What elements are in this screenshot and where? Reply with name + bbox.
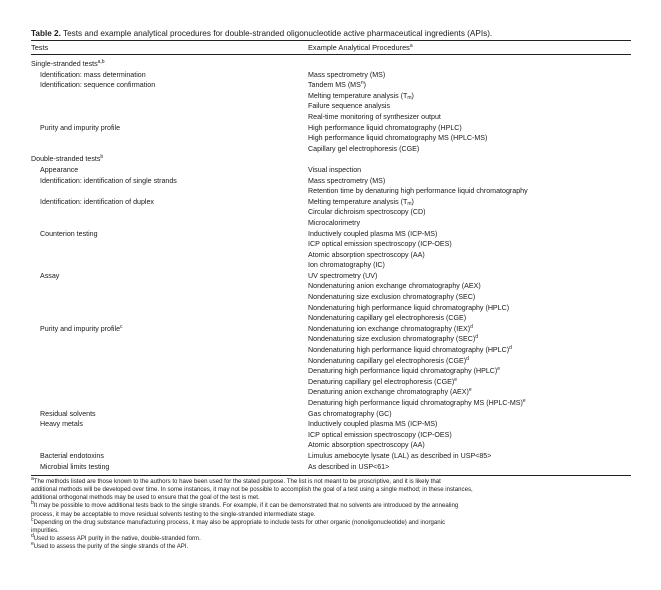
table-row: [31, 440, 631, 451]
header-tests: Tests: [31, 43, 49, 52]
table-row: [31, 334, 631, 345]
table-row: [31, 144, 631, 155]
procedure-footnote-mark: d: [509, 345, 512, 352]
procedure-cell: [308, 377, 457, 388]
table-row: [31, 260, 631, 271]
procedure-cell: [308, 101, 390, 112]
test-name: Single-stranded tests: [31, 60, 98, 68]
procedure-text: Melting temperature analysis (T: [308, 197, 408, 206]
footnote-text: process, it may be acceptable to move residual solvents testing to the single-stranded intermediate stage.: [31, 510, 316, 518]
procedure-text: Ion chromatography (IC): [308, 261, 385, 270]
table-row: [31, 366, 631, 377]
header-procedures-note: a: [409, 43, 413, 49]
table-row: [31, 186, 631, 197]
footnote-mark: a: [31, 476, 34, 483]
procedure-footnote-mark: d: [470, 323, 473, 330]
procedure-footnote-mark: e: [468, 387, 472, 394]
table-caption: [31, 28, 631, 40]
procedure-text: Denaturing anion exchange chromatography (AEX): [308, 388, 469, 397]
procedure-footnote-mark: d: [466, 355, 469, 362]
table-row: [31, 324, 631, 335]
procedure-text: Inductively coupled plasma MS (ICP-MS): [308, 229, 438, 238]
procedure-cell: [308, 250, 425, 261]
footnote-text: Used to assess API purity in the native, double-stranded form.: [33, 534, 201, 542]
procedure-cell: [308, 229, 437, 240]
procedure-cell: [308, 440, 425, 451]
procedure-text: Atomic absorption spectroscopy (AA): [308, 250, 425, 259]
procedure-text: Capillary gel electrophoresis (CGE): [308, 144, 420, 153]
footnote-line: [31, 527, 631, 535]
table-row: [31, 70, 631, 81]
test-cell: [40, 80, 315, 91]
procedure-text-end: ): [411, 197, 414, 206]
procedure-cell: [308, 387, 472, 398]
procedure-text: Inductively coupled plasma MS (ICP-MS): [308, 420, 438, 429]
footnote-line: [31, 540, 631, 551]
procedure-cell: [308, 430, 452, 441]
test-name: Residual solvents: [40, 409, 96, 418]
procedure-footnote-mark: n: [360, 80, 364, 87]
procedure-cell: [308, 451, 491, 462]
section-row: [31, 154, 631, 165]
procedure-text: Mass spectrometry (MS): [308, 176, 386, 185]
procedure-text: Denaturing capillary gel electrophoresis (CGE): [308, 377, 455, 386]
test-name: Counterion testing: [40, 229, 98, 238]
procedure-cell: [308, 186, 528, 197]
procedure-cell: [308, 197, 414, 208]
procedure-text: Atomic absorption spectroscopy (AA): [308, 441, 425, 450]
procedure-text-end: ): [363, 81, 366, 90]
procedure-subscript: m: [407, 200, 412, 207]
table-document: [31, 28, 631, 551]
procedure-text: Limulus amebocyte lysate (LAL) as described in USP<85>: [308, 451, 492, 460]
test-cell: [40, 123, 315, 134]
procedure-cell: [308, 165, 361, 176]
procedure-text: Nondenaturing anion exchange chromatography (AEX): [308, 282, 481, 291]
test-name: Identification: sequence confirmation: [40, 81, 156, 90]
procedure-text: Gas chromatography (GC): [308, 409, 392, 418]
procedure-text: Nondenaturing capillary gel electrophoresis (CGE): [308, 356, 467, 365]
procedure-text: As described in USP<61>: [308, 462, 390, 471]
procedure-cell: [308, 324, 473, 335]
procedure-text: Nondenaturing size exclusion chromatography (SEC): [308, 293, 476, 302]
table-row: [31, 207, 631, 218]
procedure-text: Nondenaturing ion exchange chromatography (IEX): [308, 324, 471, 333]
test-cell: [40, 229, 315, 240]
test-cell: [40, 197, 315, 208]
table-row: [31, 356, 631, 367]
footnote-line: [31, 486, 631, 494]
test-name: Double-stranded tests: [31, 155, 101, 164]
test-name: Identification: identification of duplex: [40, 197, 154, 206]
footnote-text: Used to assess the purity of the single strands of the API.: [33, 542, 189, 550]
test-cell: [40, 176, 315, 187]
procedure-text: Nondenaturing high performance liquid chromatography (HPLC): [308, 303, 510, 312]
procedure-text: ICP optical emission spectroscopy (ICP-OES): [308, 240, 452, 249]
table-row: [31, 451, 631, 462]
table-row: [31, 398, 631, 409]
footnote-line: [31, 532, 631, 543]
procedure-text: Microcalorimetry: [308, 218, 361, 227]
footnote-text: impurities.: [31, 526, 59, 534]
procedure-cell: [308, 366, 500, 377]
table-row: [31, 462, 631, 473]
procedure-text: Denaturing high performance liquid chromatography MS (HPLC-MS): [308, 399, 523, 407]
table-row: [31, 387, 631, 398]
footnote-mark: e: [31, 540, 34, 547]
procedure-text: High performance liquid chromatography (HPLC): [308, 123, 462, 132]
procedure-text: ICP optical emission spectroscopy (ICP-OES): [308, 430, 452, 439]
test-cell: [40, 451, 315, 462]
test-name: Assay: [40, 271, 60, 280]
procedure-text: High performance liquid chromatography MS (HPLC-MS): [308, 134, 488, 143]
procedure-footnote-mark: e: [522, 398, 526, 404]
footnote-line: [31, 478, 631, 486]
table-row: [31, 80, 631, 91]
table-row: [31, 377, 631, 388]
table-row: [31, 281, 631, 292]
procedure-cell: [308, 91, 414, 102]
top-rule: [31, 40, 631, 41]
test-cell: [40, 271, 315, 282]
footnote-text: The methods listed are those known to the authors to have been used for the stated purpose. The list is not meant to be proscriptive, and it is likely that: [33, 478, 441, 486]
procedure-cell: [308, 398, 526, 409]
test-footnote-mark: c: [120, 323, 123, 330]
bottom-rule: [31, 475, 631, 476]
procedure-cell: [308, 345, 512, 356]
procedure-cell: [308, 80, 366, 91]
test-name: Identification: mass determination: [40, 70, 146, 79]
table-row: [31, 409, 631, 420]
footnote-text: It may be possible to move additional tests back to the single strands. For example, if it can be demonstrated that no solvents are introduced by the annealing: [33, 502, 459, 510]
procedure-cell: [308, 419, 437, 430]
table-label: Table 2.: [31, 29, 61, 38]
footnote-mark: b: [31, 500, 34, 507]
table-row: [31, 345, 631, 356]
test-name: Microbial limits testing: [40, 462, 110, 471]
test-cell: [40, 462, 315, 473]
test-cell: [40, 419, 315, 430]
procedure-cell: [308, 133, 487, 144]
table-row: [31, 303, 631, 314]
procedure-text: Nondenaturing capillary gel electrophoresis (CGE): [308, 314, 467, 323]
procedure-text: Failure sequence analysis: [308, 102, 391, 111]
table-row: [31, 271, 631, 282]
table-footnotes: [31, 478, 631, 551]
table-row: [31, 197, 631, 208]
procedure-cell: [308, 334, 478, 345]
test-cell: [40, 165, 315, 176]
test-footnote-mark: a,b: [97, 59, 105, 65]
table-row: [31, 239, 631, 250]
procedure-cell: [308, 260, 385, 271]
procedure-text: Tandem MS (MS: [308, 81, 361, 90]
test-cell: [40, 324, 315, 335]
table-row: [31, 123, 631, 134]
test-name: Appearance: [40, 165, 79, 174]
table-header: [31, 42, 631, 54]
procedure-text: Visual inspection: [308, 165, 362, 174]
footnote-line: [31, 516, 631, 527]
table-row: [31, 176, 631, 187]
table-row: [31, 229, 631, 240]
procedure-text: UV spectrometry (UV): [308, 271, 378, 280]
procedure-footnote-mark: d: [475, 334, 478, 341]
test-cell: [31, 59, 306, 70]
test-footnote-mark: b: [100, 154, 104, 161]
procedure-cell: [308, 281, 481, 292]
footnote-mark: d: [31, 532, 34, 539]
test-name: Heavy metals: [40, 420, 83, 429]
procedure-text: Nondenaturing high performance liquid chromatography (HPLC): [308, 346, 510, 355]
footnote-mark: c: [31, 516, 34, 523]
header-procedures: [308, 42, 413, 54]
test-cell: [40, 409, 315, 420]
footnote-text: Depending on the drug substance manufacturing process, it may also be appropriate to include tests for other organic (nonoligonucleotide) and inorganic: [33, 518, 446, 526]
procedure-cell: [308, 292, 475, 303]
footnote-line: [31, 511, 631, 519]
procedure-footnote-mark: e: [454, 376, 458, 383]
header-rule: [31, 54, 631, 55]
procedure-cell: [308, 70, 385, 81]
procedure-text: Circular dichroism spectroscopy (CD): [308, 208, 426, 217]
test-name: Identification: identification of single strands: [40, 176, 177, 185]
procedure-text: Nondenaturing size exclusion chromatography (SEC): [308, 335, 476, 344]
header-procedures-label: Example Analytical Procedures: [308, 43, 410, 52]
test-name: Bacterial endotoxins: [40, 451, 104, 460]
procedure-cell: [308, 112, 441, 123]
procedure-text: Melting temperature analysis (T: [308, 91, 408, 100]
table-row: [31, 292, 631, 303]
footnote-text: additional orthogonal methods may be used to ensure that the goal of the test is met.: [31, 494, 260, 502]
procedure-footnote-mark: e: [497, 366, 501, 373]
procedure-cell: [308, 313, 466, 324]
procedure-cell: [308, 207, 425, 218]
procedure-cell: [308, 176, 385, 187]
procedure-subscript: m: [407, 94, 412, 101]
test-name: Purity and impurity profile: [40, 324, 121, 333]
procedure-cell: [308, 409, 392, 420]
procedure-cell: [308, 356, 469, 367]
table-row: [31, 91, 631, 102]
table-row: [31, 313, 631, 324]
table-row: [31, 112, 631, 123]
procedure-cell: [308, 462, 389, 473]
table-body: [31, 59, 631, 472]
procedure-text: Real-time monitoring of synthesizer output: [308, 112, 441, 121]
footnote-line: [31, 502, 631, 510]
test-cell: [40, 70, 315, 81]
procedure-text: Mass spectrometry (MS): [308, 70, 386, 79]
test-name: Purity and impurity profile: [40, 123, 121, 132]
table-row: [31, 165, 631, 176]
procedure-cell: [308, 123, 462, 134]
procedure-cell: [308, 239, 452, 250]
procedure-cell: [308, 144, 419, 155]
table-row: [31, 430, 631, 441]
table-row: [31, 218, 631, 229]
table-row: [31, 419, 631, 430]
procedure-cell: [308, 218, 360, 229]
procedure-text: Denaturing high performance liquid chromatography (HPLC): [308, 367, 498, 376]
table-row: [31, 101, 631, 112]
table-row: [31, 250, 631, 261]
section-row: [31, 59, 631, 70]
table-row: [31, 133, 631, 144]
test-cell: [31, 154, 306, 165]
procedure-cell: [308, 271, 377, 282]
procedure-text: Retention time by denaturing high performance liquid chromatography: [308, 187, 528, 196]
table-title: Tests and example analytical procedures for double-stranded oligonucleotide active pharmaceutical ingredients (APIs).: [63, 29, 493, 38]
footnote-text: additional methods will be developed over time. In some instances, it may not be possible to accomplish the goal of a test using a single method; in these instances,: [31, 486, 473, 494]
procedure-text-end: ): [411, 91, 414, 100]
procedure-cell: [308, 303, 509, 314]
